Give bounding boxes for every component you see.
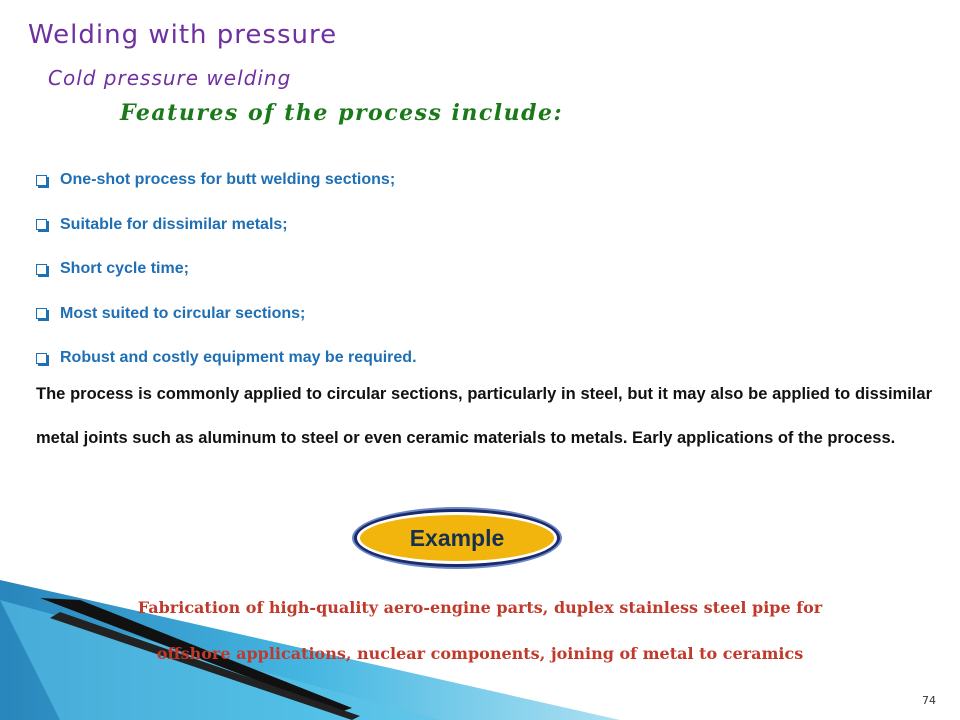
example-label: Example [360,515,554,561]
checkbox-bullet-icon [36,353,47,364]
slide-title: Welding with pressure [28,20,338,50]
list-item [36,247,417,292]
list-item-text: Suitable for dissimilar metals; [60,215,288,233]
features-heading: Features of the process include: [120,100,564,126]
page-number: 74 [922,694,936,707]
list-item [36,203,417,248]
features-list [36,158,417,381]
checkbox-bullet-icon [36,219,47,230]
list-item-text: Short cycle time; [60,260,189,278]
list-item-text: One-shot process for butt welding sections; [60,171,396,189]
example-description [100,585,860,677]
checkbox-bullet-icon [36,264,47,275]
list-item-text: Robust and costly equipment may be required. [60,349,417,367]
example-line-2: offshore applications, nuclear components, joining of metal to ceramics [156,644,804,663]
checkbox-bullet-icon [36,175,47,186]
checkbox-bullet-icon [36,308,47,319]
list-item [36,292,417,337]
example-badge [357,512,557,564]
slide-subtitle: Cold pressure welding [48,66,292,90]
list-item-text: Most suited to circular sections; [60,304,306,322]
list-item [36,158,417,203]
body-paragraph: The process is commonly applied to circular sections, particularly in steel, but it may also be applied to dissimilar metal joints such as aluminum to steel or even ceramic materials to metals. Early applications of the process. [36,385,932,447]
example-line-1: Fabrication of high-quality aero-engine parts, duplex stainless steel pipe for [137,598,823,617]
